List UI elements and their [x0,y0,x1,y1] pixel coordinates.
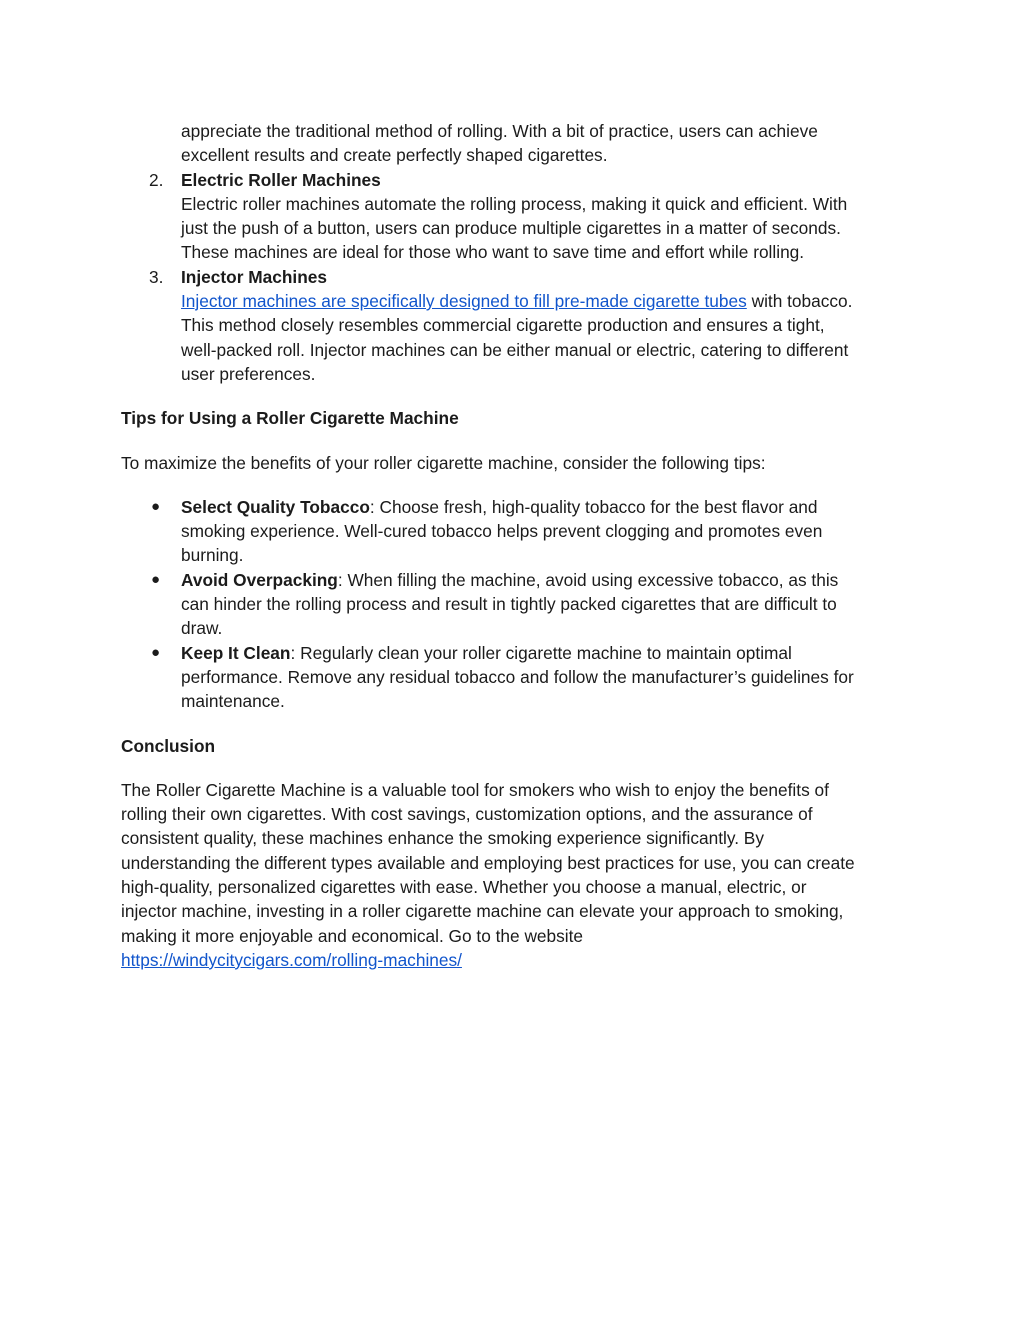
conclusion-paragraph [121,778,911,972]
tip-item-avoid-overpacking [121,568,911,641]
tip-label: Keep It Clean [181,642,291,663]
body-line: well-packed roll. Injector machines can be either manual or electric, catering to different [181,339,849,360]
body-line: consistent quality, these machines enhance the smoking experience significantly. By [121,828,764,849]
body-line: just the push of a button, users can produce multiple cigarettes in a matter of seconds. [181,218,841,239]
injector-machines-link[interactable]: Injector machines are specifically designed to fill pre-made cigarette tubes [181,291,747,312]
body-line: understanding the different types available and employing best practices for use, you can create [121,852,855,873]
body-text: : Regularly clean your roller cigarette machine to maintain optimal [290,642,792,663]
body-line [121,948,911,972]
list-item-title: Injector Machines [181,266,327,287]
body-text: : Choose fresh, high-quality tobacco for the best flavor and [369,496,818,517]
list-item-electric-roller-machines [121,168,911,265]
tip-item-keep-it-clean [121,641,911,714]
body-line [181,568,911,592]
body-line: The Roller Cigarette Machine is a valuable tool for smokers who wish to enjoy the benefits of [121,779,829,800]
body-line: maintenance. [181,691,285,712]
bullet-icon: ● [151,570,161,588]
section-heading-conclusion: Conclusion [121,735,216,756]
body-line: These machines are ideal for those who want to save time and effort while rolling. [181,242,805,263]
list-number: 3. [149,266,164,287]
body-line [181,641,911,665]
bullet-icon: ● [151,643,161,661]
body-line: rolling their own cigarettes. With cost savings, customization options, and the assurance of [121,804,813,825]
body-line: user preferences. [181,363,316,384]
list-number: 2. [149,169,164,190]
body-line: excellent results and create perfectly shaped cigarettes. [181,145,608,166]
body-line: appreciate the traditional method of rolling. With a bit of practice, users can achieve [181,121,818,141]
body-text: : When filling the machine, avoid using excessive tobacco, as this [337,569,839,590]
tip-item-quality-tobacco [121,495,911,568]
website-link[interactable]: https://windycitycigars.com/rolling-machines/ [121,949,462,970]
body-line [181,289,911,313]
section-heading-tips: Tips for Using a Roller Cigarette Machine [121,408,459,429]
body-line [181,495,911,519]
body-line: smoking experience. Well-cured tobacco helps prevent clogging and promotes even [181,521,823,542]
tip-label: Select Quality Tobacco [181,496,370,517]
body-line: draw. [181,618,223,639]
list-item-continuation [121,119,911,168]
body-line: injector machine, investing in a roller cigarette machine can elevate your approach to smoking, [121,901,844,922]
body-line: Electric roller machines automate the rolling process, making it quick and efficient. With [181,193,848,214]
body-line: performance. Remove any residual tobacco and follow the manufacturer’s guidelines for [181,666,854,687]
tips-intro: To maximize the benefits of your roller cigarette machine, consider the following tips: [121,452,766,473]
body-line: making it more enjoyable and economical. Go to the website [121,925,584,946]
body-line: can hinder the rolling process and result in tightly packed cigarettes that are difficult to [181,594,837,615]
tips-list [121,495,911,714]
body-line: burning. [181,545,244,566]
document-content [121,119,911,972]
list-item-title: Electric Roller Machines [181,169,381,190]
list-item-injector-machines [121,265,911,386]
body-line: high-quality, personalized cigarettes with ease. Whether you choose a manual, electric, or [121,877,807,898]
bullet-icon: ● [151,497,161,515]
tip-label: Avoid Overpacking [181,569,338,590]
body-text: with tobacco. [746,291,853,312]
body-line: This method closely resembles commercial cigarette production and ensures a tight, [181,315,825,336]
